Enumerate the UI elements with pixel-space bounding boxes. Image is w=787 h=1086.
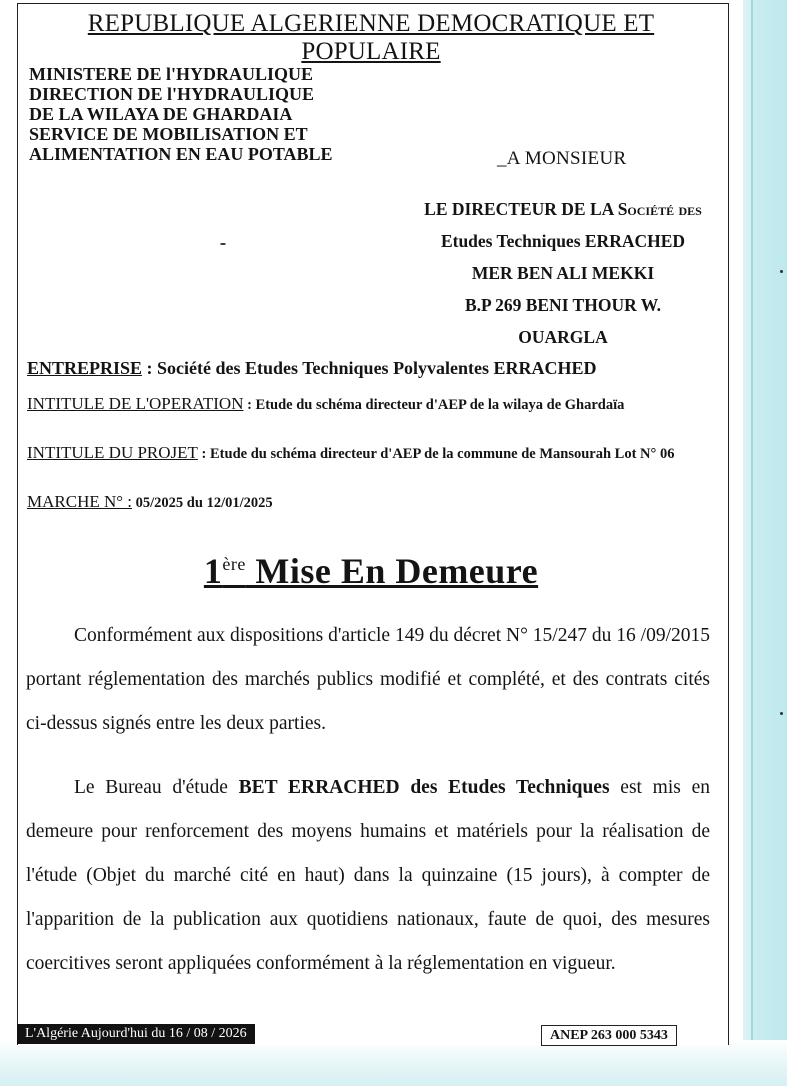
marche-label: MARCHE N° : — [27, 492, 133, 511]
marche-line — [27, 492, 717, 513]
scan-edge-bottom — [0, 1040, 787, 1086]
paragraph-2 — [26, 766, 710, 986]
ministry-block — [29, 64, 389, 164]
title-ordinal: 1 — [203, 551, 223, 591]
addressee-block — [400, 193, 726, 353]
scan-edge-right — [743, 0, 787, 1086]
ministry-line: DIRECTION DE l'HYDRAULIQUE — [29, 84, 315, 104]
newspaper-reference: L'Algérie Aujourd'hui du 16 / 08 / 2026 — [17, 1024, 255, 1044]
scan-speck — [780, 270, 783, 273]
projet-line — [27, 443, 717, 464]
ministry-line: DE LA WILAYA DE GHARDAIA — [29, 104, 293, 124]
entreprise-value: : Société des Etudes Techniques Polyvalentes ERRACHED — [142, 358, 597, 378]
anep-reference: ANEP 263 000 5343 — [541, 1025, 677, 1046]
operation-value: : Etude du schéma directeur d'AEP de la wilaya de Ghardaïa — [243, 397, 625, 413]
paragraph-1 — [26, 614, 710, 746]
paragraph-1-text: Conformément aux dispositions d'article 149 du décret N° 15/247 du 16 /09/2015 portant réglementation des marchés publics modifié et complété, et des contrats cités ci-dessus signés entre les deux parties. — [26, 625, 710, 734]
scan-speck — [780, 712, 783, 715]
paragraph-2-bold: BET ERRACHED des Etudes Techniques — [238, 777, 610, 798]
ministry-line: ALIMENTATION EN EAU POTABLE — [29, 144, 333, 164]
paragraph-2-start: Le Bureau d'étude — [74, 777, 239, 798]
document-title — [26, 550, 716, 592]
title-text: Mise En Demeure — [245, 551, 539, 591]
entreprise-line — [27, 358, 717, 379]
operation-label: INTITULE DE L'OPERATION — [27, 394, 244, 413]
ministry-line: SERVICE DE MOBILISATION ET — [29, 124, 308, 144]
republic-header: REPUBLIQUE ALGERIENNE DEMOCRATIQUE ET POPULAIRE — [87, 10, 655, 65]
addressee-line: OUARGLA — [518, 327, 608, 347]
title-ordinal-suffix: ère — [222, 554, 246, 574]
scan-speck — [220, 243, 226, 245]
projet-label: INTITULE DU PROJET — [27, 443, 198, 462]
ministry-line: MINISTERE DE l'HYDRAULIQUE — [29, 64, 314, 84]
operation-line — [27, 394, 717, 415]
addressee-line: MER BEN ALI MEKKI — [471, 263, 655, 283]
addressee-salutation: _A MONSIEUR — [497, 148, 627, 169]
entreprise-label: ENTREPRISE — [27, 358, 143, 378]
addressee-line: B.P 269 BENI THOUR W. — [464, 295, 662, 315]
projet-value: : Etude du schéma directeur d'AEP de la commune de Mansourah Lot N° 06 — [197, 446, 675, 462]
marche-value: 05/2025 du 12/01/2025 — [132, 495, 273, 511]
addressee-line: LE DIRECTEUR DE LA Société des — [424, 199, 702, 219]
addressee-line: Etudes Techniques ERRACHED — [440, 231, 686, 251]
paragraph-2-end: est mis en demeure pour renforcement des moyens humains et matériels pour la réalisation de l'étude (Objet du marché cité en haut) dans la quinzaine (15 jours), à compter de l'apparition de la publication aux quotidiens nationaux, faute de quoi, des mesures coercitives seront appliquées conformément à la réglementation en vigueur. — [26, 777, 710, 974]
